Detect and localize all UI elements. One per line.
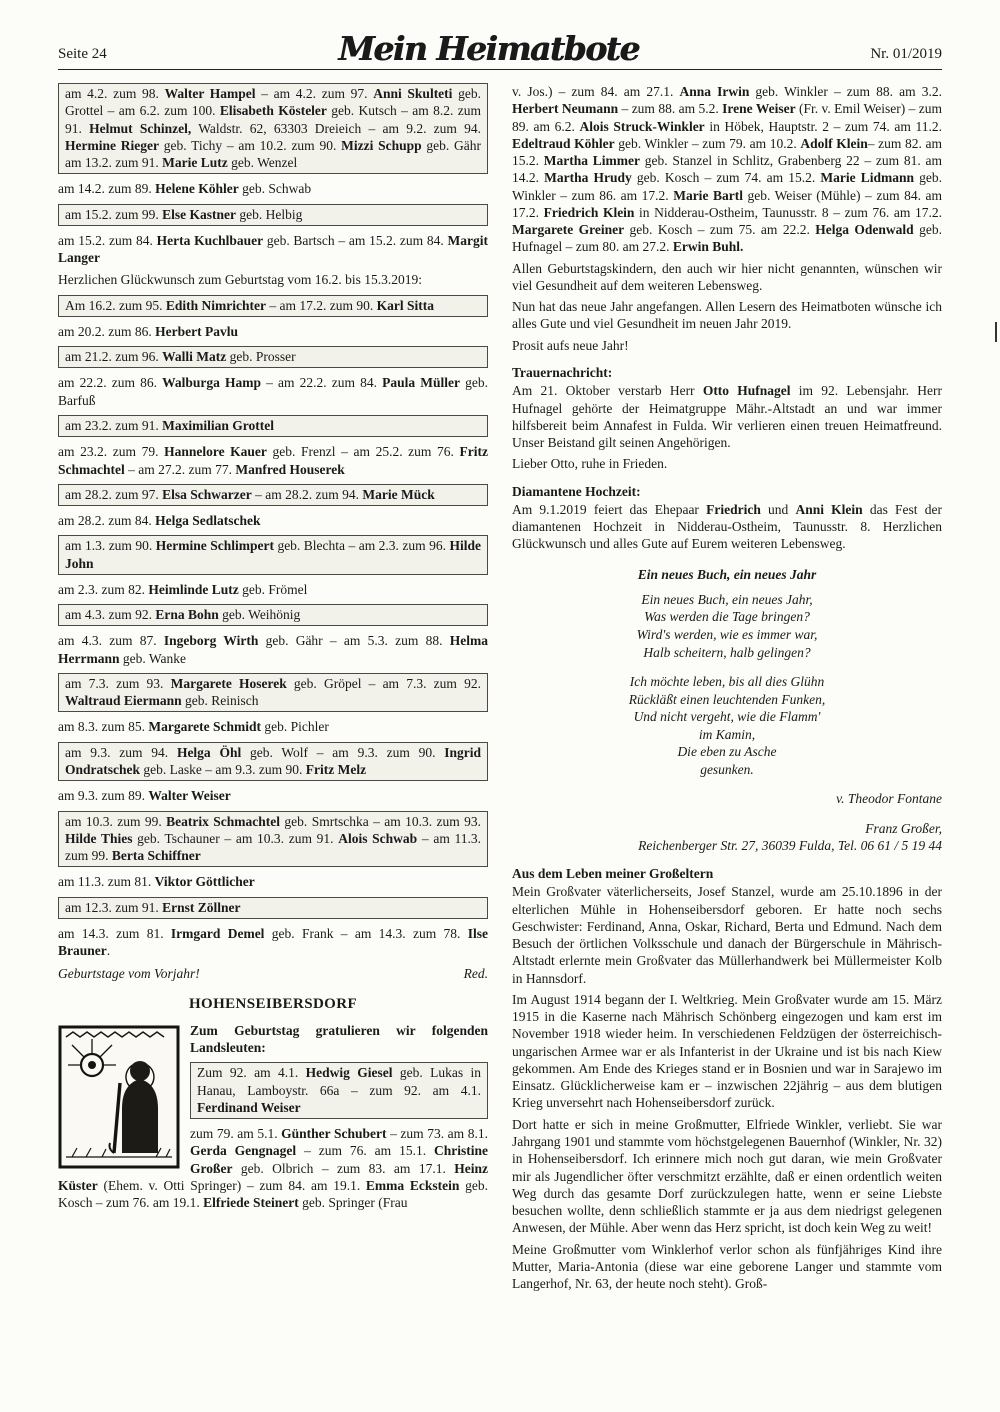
poem-line bbox=[512, 726, 942, 744]
birthday-entry bbox=[58, 295, 488, 317]
text-segment: Und nicht vergeht, wie die Flamm' bbox=[633, 709, 821, 725]
birthday-entry bbox=[58, 83, 488, 174]
text-segment: Margarete Greiner bbox=[512, 222, 625, 238]
text-segment: Manfred Houserek bbox=[235, 461, 345, 477]
text-segment: – am 17.2. zum 90. bbox=[266, 297, 377, 313]
text-segment: am 15.2. zum 84. bbox=[58, 232, 157, 248]
text-segment: Elisabeth Kösteler bbox=[219, 103, 327, 119]
text-segment: Helma Herrmann bbox=[58, 633, 488, 666]
text-segment: Prosit aufs neue Jahr! bbox=[512, 337, 629, 353]
text-segment: Am 9.1.2019 feiert das Ehepaar bbox=[512, 501, 707, 517]
poem-line bbox=[512, 626, 942, 644]
text-segment: geb. Grottel – am 6.2. zum 100. bbox=[65, 86, 481, 119]
text-segment: v. Theodor Fontane bbox=[836, 791, 942, 807]
text-segment: geb. Helbig bbox=[236, 206, 303, 222]
birthday-entry bbox=[58, 204, 488, 226]
birthday-entry bbox=[58, 232, 488, 267]
text-segment: Erna Bohn bbox=[155, 607, 219, 623]
text-segment: Edeltraud Köhler bbox=[512, 135, 615, 151]
text-segment: Anna Irwin bbox=[679, 84, 750, 99]
text-segment: Christine Großer bbox=[190, 1143, 488, 1176]
text-segment: Marie Lutz bbox=[162, 155, 228, 171]
vorjahr-note bbox=[58, 965, 488, 982]
text-segment: Helmut Schinzel, bbox=[89, 120, 192, 136]
diamantene-hochzeit-heading bbox=[512, 483, 942, 500]
text-segment: Ingeborg Wirth bbox=[163, 633, 259, 649]
text-segment: Hermine Rieger bbox=[65, 137, 159, 153]
text-segment: Hedwig Giesel bbox=[305, 1065, 393, 1081]
poem-line bbox=[512, 673, 942, 691]
text-segment: Lieber Otto, ruhe in Frieden. bbox=[512, 456, 668, 472]
left-column bbox=[58, 83, 488, 1296]
text-segment: geb. Smrtschka – am 10.3. zum 93. bbox=[280, 813, 481, 829]
obituary-closing bbox=[512, 455, 942, 472]
text-segment: am 22.2. zum 86. bbox=[58, 375, 163, 391]
text-segment: Edith Nimrichter bbox=[165, 297, 266, 313]
text-segment: am 10.3. zum 99. bbox=[65, 813, 167, 829]
trauernachricht-heading bbox=[512, 364, 942, 381]
text-segment: Franz Großer, bbox=[865, 820, 942, 836]
birthday-entry bbox=[58, 346, 488, 368]
text-segment: Maximilian Grottel bbox=[162, 417, 274, 433]
poem-line bbox=[512, 743, 942, 761]
text-segment: am 1.3. zum 90. bbox=[65, 538, 156, 554]
birthday-entry bbox=[58, 323, 488, 340]
birthday-entry bbox=[58, 604, 488, 626]
text-segment: Helga Öhl bbox=[176, 744, 242, 760]
text-segment: Heinz Küster bbox=[58, 1160, 488, 1193]
birthday-entry bbox=[58, 180, 488, 197]
text-segment: Ein neues Buch, ein neues Jahr, bbox=[641, 591, 813, 607]
text-segment: Herta Kuchlbauer bbox=[156, 232, 264, 248]
text-segment: (Ehem. v. Otti Springer) – zum 84. am 19.1. bbox=[97, 1177, 366, 1193]
birthday-entry bbox=[58, 415, 488, 437]
text-segment: geb. Winkler – zum 88. am 3.2. bbox=[749, 84, 942, 99]
text-segment: Hermine Schlimpert bbox=[155, 538, 274, 554]
text-segment: geb. Gähr am 13.2. zum 91. bbox=[65, 137, 482, 171]
text-segment: am 2.3. zum 82. bbox=[58, 581, 149, 597]
text-segment: am 12.3. zum 91. bbox=[65, 899, 163, 915]
right-column bbox=[512, 83, 942, 1296]
text-segment: Aus dem Leben meiner Großeltern bbox=[512, 866, 714, 882]
text-segment: Alois Schwab bbox=[338, 830, 418, 846]
anniversary-paragraph bbox=[512, 501, 942, 553]
text-segment: geb. Gröpel – am 7.3. zum 92. bbox=[286, 675, 481, 691]
text-segment: Helene Köhler bbox=[155, 181, 239, 197]
author-name bbox=[512, 820, 942, 838]
masthead-logo: Mein Heimatbote bbox=[338, 29, 639, 68]
text-segment: Erwin Buhl. bbox=[672, 239, 744, 255]
poem-line bbox=[512, 761, 942, 779]
prosit-line bbox=[512, 337, 942, 354]
text-segment: geb. Gähr – am 5.3. zum 88. bbox=[258, 633, 450, 649]
text-segment: am 21.2. zum 96. bbox=[65, 349, 163, 365]
text-segment: Ilse Brauner bbox=[58, 925, 488, 959]
poem-line bbox=[512, 708, 942, 726]
page-number-label: Seite 24 bbox=[58, 46, 107, 62]
text-segment: Irmgard Demel bbox=[170, 925, 265, 941]
text-segment: Ernst Zöllner bbox=[162, 899, 241, 915]
section-heading: HOHENSEIBERSDORF bbox=[188, 995, 358, 1012]
text-segment: Ingrid Ondratschek bbox=[65, 744, 481, 777]
grosseltern-paragraph-2 bbox=[512, 991, 942, 1112]
text-segment: Margarete Schmidt bbox=[148, 719, 261, 735]
text-segment: Zum 92. am 4.1. bbox=[197, 1065, 306, 1081]
text-segment: das Fest der diamantenen Hochzeit in Nidderau-Ostheim, Taunusstr. 8. Herzlichen Glückwunsch und alles Gute auf Eurem weiteren Lebensweg. bbox=[512, 501, 942, 552]
text-segment: Helga Sedlatschek bbox=[155, 513, 261, 529]
text-segment: Hilde Thies bbox=[65, 830, 133, 846]
text-segment: Ferdinand Weiser bbox=[197, 1099, 301, 1115]
birthday-entry bbox=[58, 512, 488, 529]
text-segment: geb. Bartsch – am 15.2. zum 84. bbox=[263, 232, 448, 248]
poem-line bbox=[512, 644, 942, 662]
text-segment: v. Jos.) – zum 84. am 27.1. bbox=[512, 84, 680, 99]
text-segment: Emma Eckstein bbox=[365, 1177, 460, 1193]
text-segment: Am 16.2. zum 95. bbox=[65, 297, 166, 313]
text-segment: am 20.2. zum 86. bbox=[58, 323, 156, 339]
text-segment: am 23.2. zum 79. bbox=[58, 444, 165, 460]
text-segment: Hilde John bbox=[65, 538, 481, 571]
birthday-entry bbox=[58, 484, 488, 506]
text-segment: Mein Großvater väterlicherseits, Josef Stanzel, wurde am 25.10.1896 in der elterlichen Mühle in Hohenseibersdorf geboren. Er hatte noch sechs Geschwister: Ferdinand, Anna, Oskar, Richard, Berta und Edmund. Nach dem Besuch der örtlichen Volksschule und danach der Bürgerschule in Mährisch-Altstadt erlernte mein Großvater das Müllerhandwerk bei Müllermeister Kolb in Hannsdorf. bbox=[512, 884, 942, 986]
text-segment: geb. Laske – am 9.3. zum 90. bbox=[140, 761, 306, 777]
text-segment: – zum 76. am 15.1. bbox=[296, 1143, 434, 1159]
text-segment: geb. Springer (Frau bbox=[298, 1195, 408, 1211]
text-segment: geb. Stanzel in Schlitz, Grabenberg 22 – zum 81. am 14.2. bbox=[512, 153, 943, 186]
text-segment: im 92. Lebensjahr. Herr Hufnagel gehörte der Heimatgruppe Mähr.-Altstadt an und war immer hilfsbereit beim Annafest in Fulda. Wir verlieren einen treuen Heimatfreund. Unser Beistand gilt seinen Angehörigen. bbox=[512, 383, 943, 451]
birthday-entry bbox=[58, 787, 488, 804]
birthday-entry bbox=[58, 811, 488, 868]
birthday-entry bbox=[58, 271, 488, 288]
text-segment: Herbert Neumann bbox=[512, 101, 619, 117]
text-segment: Was werden die Tage bringen? bbox=[644, 609, 810, 625]
birthday-entry bbox=[58, 897, 488, 919]
text-segment: Else Kastner bbox=[162, 206, 236, 222]
birthday-entries bbox=[58, 83, 488, 983]
grosseltern-heading bbox=[512, 865, 942, 882]
birthday-entry bbox=[58, 873, 488, 890]
poem-line bbox=[512, 591, 942, 609]
text-segment: – am 11.3. zum 99. bbox=[65, 830, 482, 864]
text-segment: Hannelore Kauer bbox=[164, 444, 267, 460]
text-segment: – zum 73. am 8.1. bbox=[386, 1126, 488, 1142]
text-segment: Meine Großmutter vom Winklerhof verlor schon als fünfjähriges Kind ihre Mutter, Maria-Antonia (diese war eine geborene Langer und stammte vom Langerhof, Nr. 63, der heute noch steht). Groß- bbox=[512, 1241, 942, 1292]
text-segment: – am 28.2. zum 94. bbox=[251, 486, 363, 502]
text-segment: am 8.3. zum 85. bbox=[58, 719, 149, 735]
text-segment: – am 4.2. zum 97. bbox=[255, 86, 374, 101]
hohenseibersdorf-section bbox=[58, 1022, 488, 1212]
text-segment: am 4.2. zum 98. bbox=[65, 86, 165, 101]
text-segment: Beatrix Schmachtel bbox=[166, 813, 281, 829]
page-header bbox=[58, 29, 942, 68]
text-segment: geb. Kutsch – am 8.2. zum 91. bbox=[65, 103, 481, 136]
right-column-blocks bbox=[512, 83, 942, 1292]
text-segment: Otto Hufnagel bbox=[702, 383, 791, 399]
birthday-entry bbox=[58, 374, 488, 409]
text-segment: geb. Olbrich – zum 83. am 17.1. bbox=[232, 1160, 455, 1176]
text-segment: geb. Wenzel bbox=[227, 155, 298, 171]
author-address bbox=[512, 837, 942, 855]
content-columns bbox=[58, 83, 942, 1296]
text-segment: geb. Prosser bbox=[226, 349, 296, 365]
text-segment: Martha Limmer bbox=[543, 153, 641, 169]
text-segment: geb. Tschauner – am 10.3. zum 91. bbox=[132, 830, 339, 846]
birthday-entry bbox=[58, 535, 488, 575]
text-segment: geb. Blechta – am 2.3. zum 96. bbox=[273, 538, 450, 554]
text-segment: am 7.3. zum 93. bbox=[65, 675, 171, 691]
text-segment: am 4.3. zum 87. bbox=[58, 633, 164, 649]
text-segment: Geburtstage vom Vorjahr! bbox=[58, 966, 200, 982]
text-segment: Zum Geburtstag gratulieren wir folgenden Landsleuten: bbox=[190, 1022, 488, 1056]
birthday-entry bbox=[58, 925, 488, 960]
text-segment: Anni Skulteti bbox=[373, 86, 453, 101]
text-segment: in Höbek, Hauptstr. 2 – zum 74. am 11.2. bbox=[704, 118, 942, 134]
text-segment: Nun hat das neue Jahr angefangen. Allen Lesern des Heimatboten wünsche ich alles Gute und viel Gesundheit im neuen Jahr 2019. bbox=[512, 299, 942, 332]
text-segment: Ein neues Buch, ein neues Jahr bbox=[637, 566, 817, 582]
birthday-entry bbox=[58, 443, 488, 478]
text-segment: Herbert Pavlu bbox=[155, 323, 238, 339]
birthday-entry bbox=[58, 742, 488, 782]
text-segment: Günther Schubert bbox=[281, 1126, 387, 1142]
text-segment: und bbox=[760, 501, 796, 517]
text-segment: Mizzi Schupp bbox=[341, 137, 422, 153]
text-segment: Marie Bartl bbox=[673, 187, 743, 203]
obituary-paragraph bbox=[512, 382, 942, 451]
issue-number-label: Nr. 01/2019 bbox=[870, 46, 942, 62]
text-segment: Friedrich bbox=[706, 501, 761, 517]
text-segment: Gerda Gengnagel bbox=[190, 1143, 297, 1159]
text-segment: Waldstr. 62, 63303 Dreieich – am 9.2. zum 94. bbox=[191, 120, 482, 136]
text-segment: am 11.3. zum 81. bbox=[58, 874, 155, 890]
text-segment: Trauernachricht: bbox=[512, 364, 613, 380]
grosseltern-paragraph-1 bbox=[512, 883, 942, 987]
text-segment: – zum 88. am 5.2. bbox=[618, 101, 723, 117]
text-segment: Alois Struck-Winkler bbox=[579, 118, 705, 134]
birthday-entry bbox=[58, 718, 488, 735]
text-segment: gesunken. bbox=[700, 761, 754, 777]
text-segment: Friedrich Klein bbox=[543, 204, 635, 220]
text-segment: Dort hatte er sich in meine Großmutter, Elfriede Winkler, verliebt. Sie war Jahrgang 1901 und stammte vom höchstgelegenen Bauernhof (Winkler, Nr. 32) in Hohenseibersdorf. Ich erinnere mich noch gut daran, wie mein Großvater mir als Jugendlicher öfter verschmitzt erzählte, daß er einen ordentlich weiten Weg durch das gesamte Dorf zurückzulegen hatte, wenn er seine Liebste besuchen wollte, denn schließlich stammte er ja aus dem niedrigst gelegenen Anwesen, der Mühle. Aber wenn das Herz spricht, ist doch kein Weg zu weit! bbox=[512, 1116, 942, 1236]
text-segment: geb. Frömel bbox=[238, 581, 308, 597]
text-segment: Walter Hampel bbox=[164, 86, 256, 101]
birthday-entry bbox=[58, 581, 488, 598]
text-segment: geb. Reinisch bbox=[181, 693, 259, 709]
birthday-entry bbox=[190, 1062, 488, 1119]
text-segment: geb. Kosch – zum 74. am 15.2. bbox=[631, 170, 821, 186]
text-segment: in Nidderau-Ostheim, Taunusstr. 8 – zum 76. am 17.2. bbox=[634, 204, 943, 220]
text-segment: Heimlinde Lutz bbox=[148, 581, 239, 597]
birthday-continued-paragraph bbox=[512, 83, 942, 256]
wishes-paragraph bbox=[512, 260, 942, 295]
text-segment: Adolf Klein bbox=[800, 135, 868, 151]
text-segment: am 15.2. zum 99. bbox=[65, 206, 163, 222]
text-segment: geb. Wanke bbox=[119, 650, 187, 666]
text-segment: Paula Müller bbox=[382, 375, 460, 391]
text-segment: geb. Hufnagel – zum 80. am 27.2. bbox=[512, 222, 942, 255]
text-segment: Fritz Melz bbox=[305, 761, 367, 777]
text-segment: Karl Sitta bbox=[376, 297, 434, 313]
text-segment: am 28.2. zum 97. bbox=[65, 486, 163, 502]
text-segment: Margarete Hoserek bbox=[170, 675, 287, 691]
text-segment: Diamantene Hochzeit: bbox=[512, 483, 641, 499]
grosseltern-paragraph-3 bbox=[512, 1116, 942, 1237]
text-segment: geb. Frenzl – am 25.2. zum 76. bbox=[266, 444, 460, 460]
text-segment: Ich möchte leben, bis all dies Glühn bbox=[629, 674, 825, 690]
text-segment: Red. bbox=[463, 966, 488, 982]
text-segment: Anni Klein bbox=[795, 501, 863, 517]
text-segment: geb. Winkler – zum 79. am 10.2. bbox=[614, 135, 801, 151]
text-segment: geb. Pichler bbox=[260, 719, 329, 735]
text-segment: geb. Frank – am 14.3. zum 78. bbox=[264, 925, 468, 941]
text-segment: (Fr. v. Emil Weiser) – zum 89. am 6.2. bbox=[512, 101, 942, 134]
text-segment: Reichenberger Str. 27, 36039 Fulda, Tel. 06 61 / 5 19 44 bbox=[638, 838, 942, 854]
text-segment: Marie Mück bbox=[362, 486, 435, 502]
text-segment: geb. Kosch – zum 76. am 19.1. bbox=[58, 1177, 488, 1211]
header-rule bbox=[58, 69, 942, 70]
text-segment: geb. Lukas in Hanau, Lamboystr. 66a – zum 92. am 4.1. bbox=[197, 1065, 481, 1098]
edge-registration-mark bbox=[995, 322, 998, 342]
text-segment: Walburga Hamp bbox=[162, 375, 262, 391]
text-segment: geb. Tichy – am 10.2. zum 90. bbox=[158, 137, 342, 153]
text-segment: am 14.2. zum 89. bbox=[58, 181, 156, 197]
text-segment: – am 27.2. zum 77. bbox=[124, 461, 236, 477]
text-segment: Martha Hrudy bbox=[544, 170, 632, 186]
text-segment: Herzlichen Glückwunsch zum Geburtstag vom 16.2. bis 15.3.2019: bbox=[58, 272, 423, 288]
text-segment: im Kamin, bbox=[698, 726, 756, 742]
text-segment: geb. Kosch – zum 75. am 22.2. bbox=[624, 222, 816, 238]
text-segment: Waltraud Eiermann bbox=[65, 693, 182, 709]
text-segment: am 9.3. zum 89. bbox=[58, 788, 149, 804]
text-segment: geb. Barfuß bbox=[58, 375, 488, 408]
text-segment: Im August 1914 begann der I. Weltkrieg. Mein Großvater wurde am 15. März 1915 in die Kaserne nach Mährisch Schönberg eingezogen und kam erst im November 1918 wieder heim. In verschiedenen Feldzügen der österreichisch-ungarischen Armee war er als Infanterist in der Ukraine und ist bis nach Kiew gekommen. Am Ende des Krieges stand er in Bosnien und war in Sarajewo im Einsatz. Glücklicherweise kam er – inzwischen 22jährig – aus dem blutigen Krieg unversehrt nach Hohenseibersdorf zurück. bbox=[512, 991, 942, 1111]
poem-line bbox=[512, 691, 942, 709]
new-year-paragraph bbox=[512, 298, 942, 333]
text-segment: Viktor Göttlicher bbox=[154, 874, 255, 890]
text-segment: am 14.3. zum 81. bbox=[58, 925, 171, 941]
birthday-entry bbox=[58, 673, 488, 713]
text-segment: geb. Schwab bbox=[238, 181, 312, 197]
text-segment: am 23.2. zum 91. bbox=[65, 417, 163, 433]
text-segment: Irene Weiser bbox=[722, 101, 796, 117]
text-segment: Halb scheitern, halb gelingen? bbox=[643, 644, 811, 660]
text-segment: am 9.3. zum 94. bbox=[65, 744, 177, 760]
text-segment: Walli Matz bbox=[162, 349, 227, 365]
text-segment: geb. Weiser (Mühle) – zum 84. am 17.2. bbox=[512, 187, 942, 220]
text-segment: Am 21. Oktober verstarb Herr bbox=[512, 383, 703, 399]
text-segment: . bbox=[106, 943, 111, 959]
poem-line bbox=[512, 608, 942, 626]
text-segment: Allen Geburtstagskindern, den auch wir hier nicht genannten, wünschen wir viel Gesundheit auf dem weiteren Lebensweg. bbox=[512, 260, 942, 293]
text-segment: am 28.2. zum 84. bbox=[58, 513, 156, 529]
woodcut-illustration bbox=[58, 1025, 180, 1169]
birthday-entry bbox=[58, 632, 488, 667]
text-segment: Elsa Schwarzer bbox=[162, 486, 252, 502]
text-segment: Helga Odenwald bbox=[815, 222, 914, 238]
text-segment: Walter Weiser bbox=[148, 788, 231, 804]
grosseltern-paragraph-4 bbox=[512, 1241, 942, 1293]
poem-title bbox=[512, 566, 942, 583]
text-segment: Marie Lidmann bbox=[820, 170, 915, 186]
text-segment: Rückläßt einen leuchtenden Funken, bbox=[628, 691, 826, 707]
text-segment: – zum 82. am 15.2. bbox=[512, 135, 942, 169]
text-segment: zum 79. am 5.1. bbox=[190, 1126, 282, 1142]
text-segment: geb. Winkler – zum 86. am 17.2. bbox=[512, 170, 942, 203]
text-segment: Die eben zu Asche bbox=[677, 744, 777, 760]
text-segment: Berta Schiffner bbox=[111, 848, 201, 864]
text-segment: geb. Wolf – am 9.3. zum 90. bbox=[241, 744, 445, 760]
text-segment: Margit Langer bbox=[58, 232, 488, 266]
text-segment: geb. Weihönig bbox=[218, 607, 301, 623]
text-segment: Fritz Schmachtel bbox=[58, 444, 488, 477]
text-segment: – am 22.2. zum 84. bbox=[261, 375, 383, 391]
text-segment: Wird's werden, wie es immer war, bbox=[636, 627, 818, 642]
text-segment: am 4.3. zum 92. bbox=[65, 607, 156, 623]
text-segment: Elfriede Steinert bbox=[203, 1195, 299, 1211]
poem-attribution bbox=[512, 790, 942, 808]
